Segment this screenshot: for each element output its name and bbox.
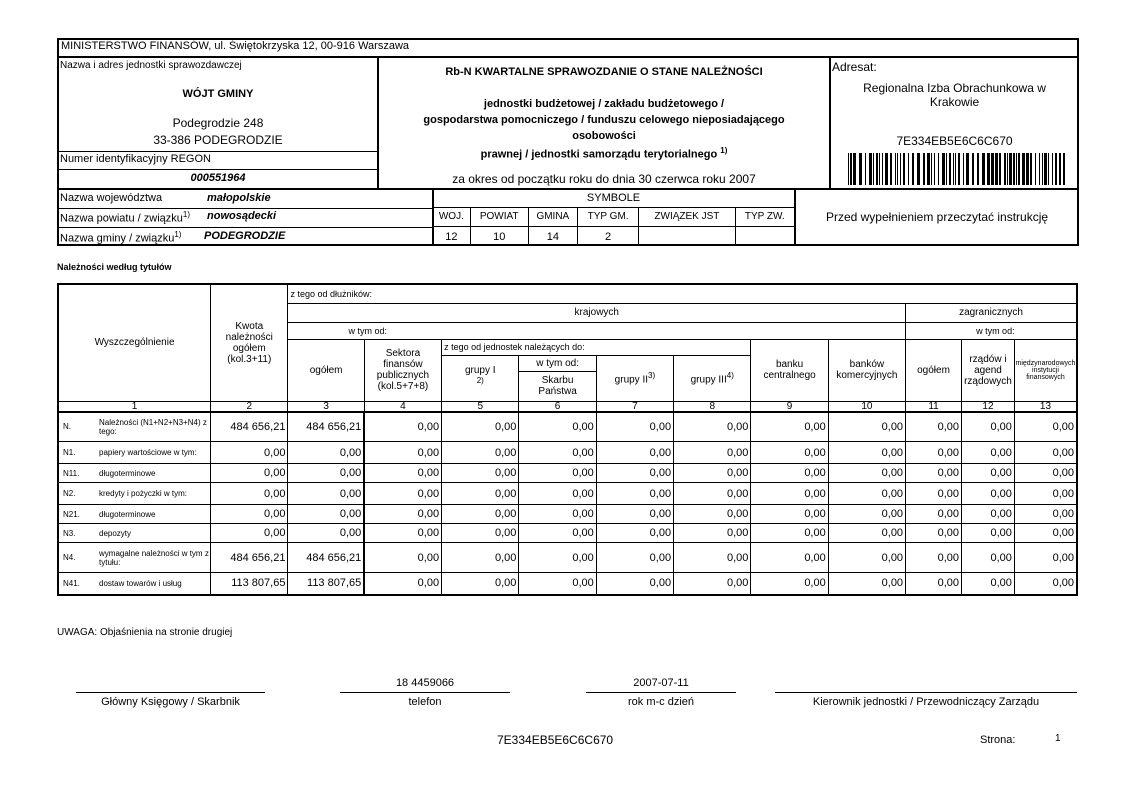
- cell-col-6: 0,00: [519, 412, 596, 442]
- barcode-bar: [938, 153, 939, 185]
- cell-col-4: 0,00: [364, 505, 441, 524]
- col-number-8: 8: [674, 401, 751, 412]
- barcode-bar: [931, 153, 932, 185]
- cell-col-4: 0,00: [364, 543, 441, 573]
- barcode-bar: [1026, 153, 1029, 185]
- report-period: za okres od początku roku do dnia 30 czerwca roku 2007: [452, 172, 756, 186]
- cell-col-7: 0,00: [596, 573, 673, 595]
- barcode-bar: [1035, 153, 1036, 185]
- barcode-bar: [1022, 153, 1025, 185]
- cell-col-7: 0,00: [596, 543, 673, 573]
- barcode-bar: [865, 153, 866, 185]
- cell-col-5: 0,00: [442, 524, 519, 543]
- symbol-value-5: [735, 227, 794, 246]
- report-subtitle-1: jednostki budżetowej / zakładu budżetowego /: [483, 98, 725, 110]
- cell-col-6: 0,00: [519, 524, 596, 543]
- col-domestic-header: krajowych: [288, 303, 906, 322]
- row-description: długoterminowe: [99, 509, 156, 519]
- symbol-header-0: WOJ.: [433, 207, 470, 226]
- cell-col-12: 0,00: [962, 412, 1015, 442]
- barcode-bar: [895, 153, 896, 185]
- receivables-table: [57, 283, 1078, 596]
- row-label: [58, 412, 211, 442]
- cell-col-6: 0,00: [519, 483, 596, 505]
- barcode-bar: [923, 153, 925, 185]
- table-row: [58, 573, 1077, 595]
- cell-col-7: 0,00: [596, 524, 673, 543]
- col-public-sector: Sektora finansów publicznych (kol.5+7+8): [364, 339, 441, 401]
- cell-col-13: 0,00: [1014, 524, 1077, 543]
- cell-col-9: 0,00: [751, 524, 828, 543]
- barcode-bar: [850, 153, 852, 185]
- cell-col-10: 0,00: [828, 464, 905, 483]
- cell-col-8: 0,00: [674, 412, 751, 442]
- barcode-bar: [949, 153, 951, 185]
- symbol-value-3: 2: [578, 227, 639, 246]
- row-code: N11.: [63, 468, 80, 478]
- col-units-header: z tego od jednostek należących do:: [442, 339, 751, 355]
- row-label: [58, 483, 211, 505]
- barcode-bar: [1018, 153, 1020, 185]
- cell-col-8: 0,00: [674, 543, 751, 573]
- row-description: wymagalne należności w tym z tytułu:: [99, 548, 209, 567]
- col-desc-header: Wyszczególnienie: [58, 284, 211, 401]
- barcode-bar: [1052, 153, 1053, 185]
- row-code: N21.: [63, 509, 80, 519]
- cell-col-8: 0,00: [674, 505, 751, 524]
- cell-col-2: 484 656,21: [211, 543, 288, 573]
- cell-col-3: 484 656,21: [288, 412, 364, 442]
- cell-col-2: 113 807,65: [211, 573, 288, 595]
- cell-col-8: 0,00: [674, 573, 751, 595]
- cell-col-6: 0,00: [519, 505, 596, 524]
- page-number: 1: [1055, 733, 1061, 744]
- cell-col-3: 0,00: [288, 483, 364, 505]
- table-row: [58, 505, 1077, 524]
- cell-col-7: 0,00: [596, 483, 673, 505]
- note: UWAGA: Objaśnienia na stronie drugiej: [57, 627, 233, 638]
- cell-col-3: 113 807,65: [288, 573, 364, 595]
- cell-col-6: 0,00: [519, 464, 596, 483]
- barcode-bar: [1044, 153, 1047, 185]
- row-label: [58, 442, 211, 464]
- col-number-12: 12: [962, 401, 1015, 412]
- cell-col-11: 0,00: [906, 543, 962, 573]
- cell-col-11: 0,00: [906, 442, 962, 464]
- cell-col-2: 0,00: [211, 464, 288, 483]
- report-title: Rb-N KWARTALNE SPRAWOZDANIE O STANE NALEŻNOŚCI: [445, 66, 763, 78]
- instruction-note: Przed wypełnieniem przeczytać instrukcję: [825, 210, 1049, 224]
- table-row: [58, 412, 1077, 442]
- cell-col-11: 0,00: [906, 505, 962, 524]
- cell-col-4: 0,00: [364, 442, 441, 464]
- addressee-label: Adresat:: [832, 60, 877, 74]
- cell-col-6: 0,00: [519, 573, 596, 595]
- barcode-bar: [946, 153, 947, 185]
- row-code: N1.: [63, 448, 76, 457]
- cell-col-10: 0,00: [828, 543, 905, 573]
- col-number-7: 7: [596, 401, 673, 412]
- cell-col-8: 0,00: [674, 442, 751, 464]
- symbol-value-1: 10: [470, 227, 528, 246]
- col-number-9: 9: [751, 401, 828, 412]
- cell-col-4: 0,00: [364, 524, 441, 543]
- row-label: [58, 505, 211, 524]
- cell-col-3: 484 656,21: [288, 543, 364, 573]
- barcode-bar: [885, 153, 888, 185]
- cell-col-9: 0,00: [751, 412, 828, 442]
- document-code: 7E334EB5E6C6C670: [896, 134, 1013, 148]
- barcode-bar: [977, 153, 979, 185]
- table-row: [58, 464, 1077, 483]
- cell-col-9: 0,00: [751, 543, 828, 573]
- cell-col-2: 0,00: [211, 483, 288, 505]
- barcode-bar: [982, 153, 985, 185]
- cell-col-13: 0,00: [1014, 543, 1077, 573]
- cell-col-2: 0,00: [211, 505, 288, 524]
- section-title: Należności według tytułów: [57, 262, 172, 272]
- symbol-value-0: 12: [433, 227, 470, 246]
- row-label: [58, 573, 211, 595]
- symbol-header-2: GMINA: [528, 207, 577, 226]
- barcode-bar: [859, 153, 862, 185]
- cell-col-7: 0,00: [596, 464, 673, 483]
- col-number-6: 6: [519, 401, 596, 412]
- barcode-bar: [1030, 153, 1032, 185]
- barcode-bar: [848, 153, 849, 185]
- barcode-bar: [1048, 153, 1049, 185]
- cell-col-11: 0,00: [906, 412, 962, 442]
- col-number-13: 13: [1014, 401, 1077, 412]
- cell-col-12: 0,00: [962, 442, 1015, 464]
- cell-col-9: 0,00: [751, 573, 828, 595]
- cell-col-10: 0,00: [828, 483, 905, 505]
- cell-col-13: 0,00: [1014, 573, 1077, 595]
- cell-col-13: 0,00: [1014, 412, 1077, 442]
- symbol-header-1: POWIAT: [470, 207, 528, 226]
- cell-col-4: 0,00: [364, 412, 441, 442]
- barcode-bar: [900, 153, 901, 185]
- footer-code: 7E334EB5E6C6C670: [497, 733, 614, 747]
- symbols-table: [433, 189, 794, 246]
- row-description: Należności (N1+N2+N3+N4) z tego:: [99, 417, 207, 436]
- cell-col-3: 0,00: [288, 442, 364, 464]
- barcode-bar: [1013, 153, 1015, 185]
- col-foreign-header: zagranicznych: [906, 303, 1077, 322]
- barcode-bar: [934, 153, 935, 185]
- col-domestic-total: ogółem: [288, 339, 364, 401]
- col-domestic-incl: w tym od:: [288, 322, 906, 339]
- cell-col-13: 0,00: [1014, 505, 1077, 524]
- col-number-11: 11: [906, 401, 962, 412]
- cell-col-11: 0,00: [906, 483, 962, 505]
- col-state-treasury: Skarbu Państwa: [519, 371, 596, 401]
- cell-col-6: 0,00: [519, 442, 596, 464]
- barcode-bar: [882, 153, 883, 185]
- table-row: [58, 483, 1077, 505]
- row-label: [58, 464, 211, 483]
- cell-col-10: 0,00: [828, 505, 905, 524]
- barcode-bar: [1009, 153, 1012, 185]
- barcode-bar: [963, 153, 964, 185]
- barcode-bar: [987, 153, 990, 185]
- barcode-bar: [1042, 153, 1043, 185]
- chief-accountant-signature: Główny Księgowy / Skarbnik: [101, 696, 240, 708]
- cell-col-12: 0,00: [962, 505, 1015, 524]
- gmina-value: PODEGRODZIE: [204, 230, 286, 242]
- gmina-label: Nazwa gminy / związku$^{1)}$: [60, 230, 182, 245]
- row-code: N41.: [63, 578, 80, 588]
- powiat-value: nowosądecki: [207, 210, 277, 222]
- phone-caption: telefon: [408, 696, 442, 708]
- page-label: Strona:: [980, 734, 1016, 746]
- cell-col-12: 0,00: [962, 543, 1015, 573]
- ministry-line: MINISTERSTWO FINANSÓW, ul. Świętokrzyska 12, 00-916 Warszawa: [61, 40, 410, 52]
- row-code: N2.: [63, 489, 76, 498]
- barcode-bar: [903, 153, 905, 185]
- barcode-bar: [873, 153, 874, 185]
- col-central-bank: banku centralnego: [751, 339, 828, 401]
- row-code: N.: [63, 422, 71, 432]
- cell-col-2: 0,00: [211, 442, 288, 464]
- cell-col-13: 0,00: [1014, 442, 1077, 464]
- symbol-header-4: ZWIĄZEK JST: [639, 207, 735, 226]
- col-number-5: 5: [442, 401, 519, 412]
- barcode-image: [848, 153, 1070, 185]
- barcode-bar: [917, 153, 920, 185]
- col-commercial-banks: banków komercyjnych: [828, 339, 905, 401]
- row-label: [58, 524, 211, 543]
- barcode-bar: [912, 153, 914, 185]
- cell-col-5: 0,00: [442, 464, 519, 483]
- col-number-3: 3: [288, 401, 364, 412]
- cell-col-5: 0,00: [442, 442, 519, 464]
- symbol-value-2: 14: [528, 227, 577, 246]
- col-governments: rządów i agend rządowych: [962, 339, 1015, 401]
- voivodeship-value: małopolskie: [207, 192, 271, 204]
- symbol-header-5: TYP ZW.: [735, 207, 794, 226]
- cell-col-2: 0,00: [211, 524, 288, 543]
- cell-col-12: 0,00: [962, 483, 1015, 505]
- col-number-1: 1: [58, 401, 211, 412]
- unit-address-1: Podegrodzie 248: [172, 116, 264, 130]
- cell-col-12: 0,00: [962, 524, 1015, 543]
- cell-col-12: 0,00: [962, 464, 1015, 483]
- cell-col-9: 0,00: [751, 442, 828, 464]
- col-group3: grupy III$^{4)}$: [674, 355, 751, 401]
- addressee-line-2: Krakowie: [929, 95, 980, 109]
- barcode-bar: [876, 153, 878, 185]
- barcode-bar: [1039, 153, 1040, 185]
- row-description: dostaw towarów i usług: [99, 578, 182, 588]
- barcode-bar: [1007, 153, 1008, 185]
- barcode-bar: [995, 153, 998, 185]
- barcode-bar: [853, 153, 856, 185]
- cell-col-3: 0,00: [288, 464, 364, 483]
- cell-col-6: 0,00: [519, 543, 596, 573]
- cell-col-11: 0,00: [906, 464, 962, 483]
- barcode-bar: [869, 153, 872, 185]
- row-description: depozyty: [99, 528, 132, 538]
- cell-col-4: 0,00: [364, 464, 441, 483]
- barcode-bar: [1016, 153, 1017, 185]
- barcode-bar: [897, 153, 898, 185]
- col-foreign-incl: w tym od:: [906, 322, 1077, 339]
- col-group2: grupy II$^{3)}$: [596, 355, 673, 401]
- cell-col-5: 0,00: [442, 483, 519, 505]
- cell-col-5: 0,00: [442, 412, 519, 442]
- row-code: N4.: [63, 553, 76, 562]
- cell-col-4: 0,00: [364, 483, 441, 505]
- col-intl-institutions: międzynarodowych instytucji finansowych: [1014, 339, 1077, 401]
- barcode-bar: [972, 153, 974, 185]
- row-code: N3.: [63, 528, 76, 538]
- cell-col-5: 0,00: [442, 505, 519, 524]
- table-row: [58, 524, 1077, 543]
- cell-col-13: 0,00: [1014, 483, 1077, 505]
- barcode-bar: [953, 153, 954, 185]
- cell-col-3: 0,00: [288, 524, 364, 543]
- barcode-bar: [1059, 153, 1061, 185]
- row-description: papiery wartościowe w tym:: [99, 448, 197, 457]
- col-number-2: 2: [211, 401, 288, 412]
- barcode-bar: [1055, 153, 1057, 185]
- cell-col-7: 0,00: [596, 442, 673, 464]
- barcode-bar: [958, 153, 960, 185]
- col-total-header: Kwota należności ogółem (kol.3+11): [211, 284, 288, 401]
- cell-col-9: 0,00: [751, 464, 828, 483]
- cell-col-10: 0,00: [828, 412, 905, 442]
- unit-name: WÓJT GMINY: [182, 88, 254, 100]
- symbol-value-4: [639, 227, 735, 246]
- col-group1: grupy I $^{2)}$: [442, 355, 519, 401]
- unit-address-2: 33-386 PODEGRODZIE: [153, 133, 283, 147]
- cell-col-4: 0,00: [364, 573, 441, 595]
- cell-col-8: 0,00: [674, 524, 751, 543]
- col-number-4: 4: [364, 401, 441, 412]
- table-row: [58, 442, 1077, 464]
- phone-value: 18 4459066: [395, 677, 455, 689]
- barcode-bar: [991, 153, 994, 185]
- cell-col-2: 484 656,21: [211, 412, 288, 442]
- cell-col-11: 0,00: [906, 524, 962, 543]
- cell-col-10: 0,00: [828, 442, 905, 464]
- col-foreign-total: ogółem: [906, 339, 962, 401]
- cell-col-8: 0,00: [674, 464, 751, 483]
- symbol-header-3: TYP GM.: [578, 207, 639, 226]
- symbols-title: SYMBOLE: [433, 189, 794, 207]
- regon-value: 000551964: [190, 172, 246, 184]
- unit-label: Nazwa i adres jednostki sprawozdawczej: [60, 60, 242, 71]
- barcode-bar: [1063, 153, 1065, 185]
- manager-signature: Kierownik jednostki / Przewodniczący Zarządu: [812, 696, 1040, 708]
- col-debtors-header: z tego od dłużników:: [288, 284, 1077, 303]
- row-description: długoterminowe: [99, 468, 156, 478]
- cell-col-9: 0,00: [751, 505, 828, 524]
- cell-col-7: 0,00: [596, 505, 673, 524]
- cell-col-9: 0,00: [751, 483, 828, 505]
- cell-col-12: 0,00: [962, 573, 1015, 595]
- report-subtitle-2: gospodarstwa pomocniczego / funduszu celowego nieposiadającego: [423, 114, 785, 126]
- barcode-bar: [927, 153, 930, 185]
- cell-col-5: 0,00: [442, 543, 519, 573]
- cell-col-5: 0,00: [442, 573, 519, 595]
- addressee-line-1: Regionalna Izba Obrachunkowa w: [863, 81, 1046, 95]
- regon-label: Numer identyfikacyjny REGON: [60, 153, 211, 165]
- barcode-bar: [879, 153, 880, 185]
- row-label: [58, 543, 211, 573]
- barcode-bar: [955, 153, 956, 185]
- barcode-bar: [908, 153, 909, 185]
- cell-col-11: 0,00: [906, 573, 962, 595]
- barcode-bar: [942, 153, 945, 185]
- barcode-bar: [966, 153, 969, 185]
- cell-col-3: 0,00: [288, 505, 364, 524]
- powiat-label: Nazwa powiatu / związku$^{1)}$: [60, 210, 191, 225]
- col-number-10: 10: [828, 401, 905, 412]
- cell-col-10: 0,00: [828, 524, 905, 543]
- barcode-bar: [999, 153, 1001, 185]
- report-subtitle-3: osobowości: [572, 130, 636, 142]
- cell-col-8: 0,00: [674, 483, 751, 505]
- voivodeship-label: Nazwa województwa: [60, 192, 163, 204]
- barcode-bar: [1004, 153, 1006, 185]
- table-row: [58, 543, 1077, 573]
- date-caption: rok m-c dzień: [627, 696, 695, 708]
- row-description: kredyty i pożyczki w tym:: [99, 489, 188, 498]
- date-value: 2007-07-11: [633, 677, 689, 689]
- report-subtitle-4: prawnej / jednostki samorządu terytorialnego $^{1)}$: [480, 146, 728, 161]
- col-group1-incl: w tym od:: [519, 355, 596, 371]
- cell-col-10: 0,00: [828, 573, 905, 595]
- cell-col-13: 0,00: [1014, 464, 1077, 483]
- cell-col-7: 0,00: [596, 412, 673, 442]
- barcode-bar: [890, 153, 892, 185]
